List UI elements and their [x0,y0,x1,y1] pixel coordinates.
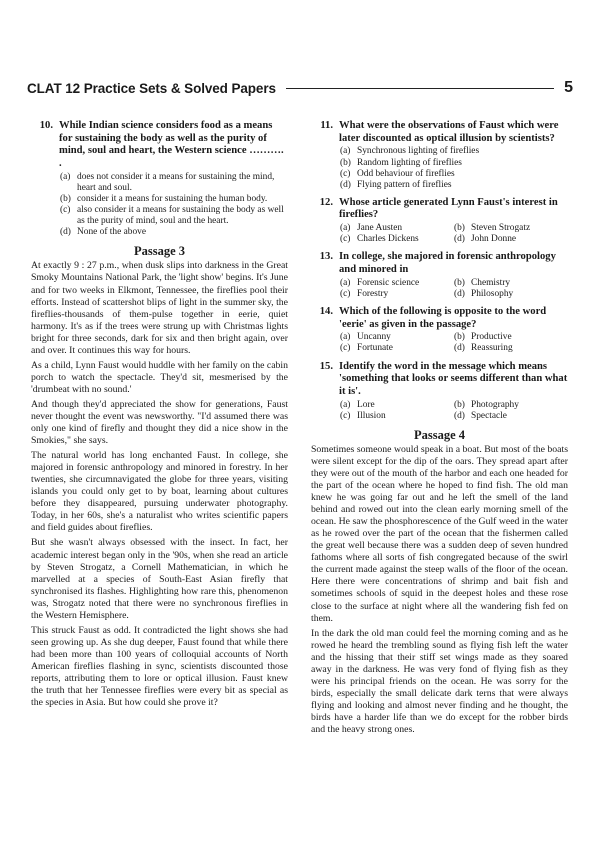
option-d: (d) Philosophy [454,288,514,299]
option-b: (b) Productive [454,332,512,343]
option-c: (c) Illusion [340,410,386,421]
option-a: (a) Synchronous lighting of fireflies [340,146,480,157]
option-c: (c) Forestry [340,288,389,299]
question-text: Identify the word in the message which means 'something that looks or seems different than what it is'. [339,360,568,397]
passage-3-paragraph-6: This struck Faust as odd. It contradicted the light shows she had seen growing up. As she dug deeper, Faust found that while there had been more than 100 years of colloquial accounts of North American fireflies flashing in sync, scientists discounted those reports, attributing them to lore or optical illusion. Faust knew the truth that her Tennessee fireflies were every bit as special as the species in Asia. But how could she prove it? [31,624,288,709]
option-c: (c) Odd behaviour of fireflies [340,168,455,179]
option-c: (c) Charles Dickens [340,234,419,245]
option-b: (b) consider it a means for sustaining the human body. [60,194,268,204]
option-d: (d) Reassuring [454,343,513,354]
question-number: 13. [319,251,333,263]
option-b: (b) Steven Strogatz [454,223,531,234]
option-d: (d) John Donne [454,234,517,245]
option-c: (c) Fortunate [340,343,393,354]
question-11 [311,120,568,191]
option-d: (d) Flying pattern of fireflies [340,179,452,190]
question-10-options [31,172,288,239]
question-number: 11. [320,120,333,131]
option-a: (a) does not consider it a means for sustaining the mind, heart and soul. [60,171,275,193]
passage-3-paragraph-5: But she wasn't always obsessed with the insect. In fact, her academic interest began only in the '90s, when she read an article by Steven Strogatz, a Cornell Mathematician, in which he marvelled at a species of South-East Asian firefly that synchronised its flashes. Highlighting how rare this, phenomenon was, Strogatz noted that there were no synchronous fireflies in the Western Hemisphere. [31,537,288,621]
question-number: 15. [319,360,333,372]
question-15 [311,361,568,422]
page-number: 5 [564,79,573,96]
option-a: (a) Lore [340,399,375,410]
option-b: (b) Photography [454,399,519,410]
question-10 [31,120,288,238]
question-text: Whose article generated Lynn Faust's interest in fireflies? [339,196,558,221]
option-a: (a) Forensic science [340,277,420,288]
right-column [311,120,568,739]
passage-4-paragraph-1: Sometimes someone would speak in a boat. But most of the boats were silent except for the dip of the oars. They spread apart after they were out of the mouth of the harbor and each one headed for the part of the ocean where he hoped to find fish. The old man knew he was going far out and he left the smell of the land behind and rowed out into the clean early morning smell of the ocean. He saw the phosphorescence of the Gulf weed in the water as he rowed over the part of the ocean that the fishermen called the great well because there was a sudden deep of seven hundred fathoms where all sorts of fish congregated because of the swirl the current made against the steep walls of the floor of the ocean. Here there were concentrations of shrimp and bait fish and sometimes schools of squid in the deepest holes and these rose close to the surface at night where all the wandering fish fed on them. [311,443,568,624]
option-d: (d) Spectacle [454,410,507,421]
passage-3-paragraph-1: At exactly 9 : 27 p.m., when dusk slips into darkness in the Great Smoky Mountains National Park, the 'light show' begins. It's June and for two weeks in Elkmont, Tennessee, the fireflies pool their efforts. Instead of scattershot blips of light in the summer sky, the fireflies-thousands of them-pulse together in eerie, quiet harmony. It's as if the trees were strung up with Christmas lights bright for three seconds, dark for six and then bright again, over and over. It continues this way for hours. [31,260,288,356]
question-number: 12. [319,196,333,208]
question-text: What were the observations of Faust which were later discounted as optical illusion by scientists? [339,120,559,144]
question-12 [311,197,568,246]
option-c: (c) also consider it a means for sustaining the body as well as the purity of mind, soul and the heart. [60,205,284,227]
question-number: 14. [319,305,333,317]
question-text: While Indian science considers food as a means for sustaining the body as well as the purity of mind, soul and heart, the Western science ………. . [59,120,284,170]
passage-3-title: Passage 3 [133,244,186,259]
left-column [31,120,288,712]
option-b: (b) Random lighting of fireflies [340,157,462,168]
passage-3-paragraph-3: And though they'd appreciated the show for generations, Faust never thought the event was newsworthy. "I'd assumed there was only one kind of firefly and thought they did a nice show in the Smokies," she says. [31,398,288,447]
passage-3-paragraph-4: The natural world has long enchanted Faust. In college, she majored in forensic anthropology and minored in forestry. In her twenties, she circumnavigated the globe for three years, visiting islands you could only get to by boat, learning about cultures before they disappeared, pursuing underwater photography. Today, in her 60s, she's a naturalist who writes scientific papers and field guides about fireflies. [31,450,288,534]
passage-4-title: Passage 4 [413,427,466,442]
header-rule [286,88,554,89]
question-14 [311,306,568,355]
option-d: (d) None of the above [60,227,146,238]
question-13 [311,251,568,300]
option-a: (a) Uncanny [340,332,391,343]
question-number: 10. [39,120,53,131]
page-header [27,78,573,98]
option-a: (a) Jane Austen [340,223,403,234]
question-text: Which of the following is opposite to the word 'eerie' as given in the passage? [339,305,547,330]
option-b: (b) Chemistry [454,277,511,288]
question-text: In college, she majored in forensic anthropology and minored in [339,251,556,276]
book-title: CLAT 12 Practice Sets & Solved Papers [27,80,276,96]
passage-4-paragraph-2: In the dark the old man could feel the morning coming and as he rowed he heard the trembling sound as flying fish left the water and the hissing that their stiff set wings made as they soared away in the darkness. He was very fond of flying fish as they were his principal friends on the ocean. He was sorry for the birds, especially the small delicate dark terns that were always flying and looking and almost never finding and he thought, the birds have a harder life than we do except for the robber birds and the heavy strong ones. [311,627,568,735]
passage-3-paragraph-2: As a child, Lynn Faust would huddle with her family on the cabin porch to watch the spectacle. They'd sit, mesmerised by the 'drumbeat with no sound.' [31,359,288,395]
